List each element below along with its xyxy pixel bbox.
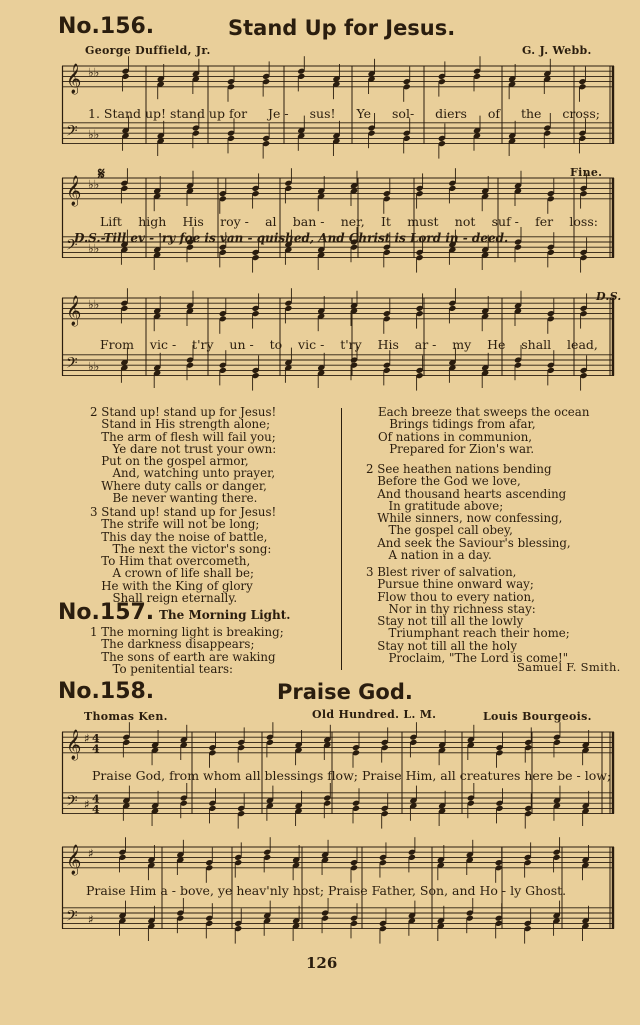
svg-text:𝄞: 𝄞: [66, 295, 82, 326]
hymn-157-verse-3: 3 Blest river of salvation, Pursue thine onward way; Flow thou to every nation, Nor in thy richness stay: Stay not till all the lowly Triumphant reach their home; Stay not till all the holy Proclaim, "The Lord is come!": [366, 565, 570, 666]
svg-text:♭♭: ♭♭: [88, 297, 100, 312]
lyric-line-156-2: [100, 214, 598, 229]
svg-text:𝄢: 𝄢: [66, 792, 78, 814]
lyric-syllable: ar -: [414, 337, 437, 352]
lyric-syllable: ban -: [292, 214, 325, 229]
lyric-line-156-2-ds: D.S.-Till ev - 'ry foe is van - quished, And Christ is Lord in - deed.: [74, 231, 509, 245]
lyric-syllable: lead,: [567, 337, 598, 352]
lyric-syllable: suf -: [491, 214, 519, 229]
lyric-syllable: of: [487, 106, 501, 121]
lyric-syllable: my: [452, 337, 472, 352]
svg-text:♭♭: ♭♭: [88, 241, 100, 256]
lyric-syllable: roy -: [220, 214, 249, 229]
lyric-syllable: high: [138, 214, 167, 229]
lyric-line-156-1: [88, 106, 600, 121]
ds-mark: D.S.: [596, 290, 622, 303]
hymn-156-verse-3: 3 Stand up! stand up for Jesus! The strife will not be long; This day the noise of battle, The next the victor's song: To Him that overcometh, A crown of life shall be; He with the King of glory Shall reign eternally.: [90, 505, 277, 606]
lyric-syllable: fer: [535, 214, 554, 229]
svg-text:𝄢: 𝄢: [66, 236, 78, 258]
lyric-syllable: t'ry: [192, 337, 214, 352]
lyric-line-158-1: Praise God, from whom all blessings flow; Praise Him, all creatures here be - low;: [92, 768, 612, 783]
lyric-syllable: 1. Stand up! stand up for: [88, 106, 248, 121]
lyric-syllable: al: [265, 214, 277, 229]
svg-text:4: 4: [92, 731, 100, 745]
svg-text:4: 4: [92, 742, 100, 756]
hymn-156-composer: G. J. Webb.: [522, 44, 592, 57]
hymn-156-title: Stand Up for Jesus.: [228, 16, 456, 40]
lyric-syllable: It: [380, 214, 391, 229]
segno-sign: 𝄋: [98, 164, 105, 183]
svg-text:𝄢: 𝄢: [66, 122, 78, 144]
svg-text:♯: ♯: [84, 731, 90, 746]
lyric-line-158-2: Praise Him a - bove, ye heav'nly host; Praise Father, Son, and Ho - ly Ghost.: [86, 883, 567, 898]
fine-mark: Fine.: [570, 166, 603, 179]
hymn-157-number: No.157.: [58, 600, 155, 625]
music-system-4: [62, 730, 614, 838]
lyric-syllable: loss:: [569, 214, 598, 229]
lyric-line-156-3: [100, 337, 598, 352]
svg-text:𝄞: 𝄞: [66, 844, 82, 875]
hymn-158-author: Thomas Ken.: [84, 710, 168, 723]
hymn-158-title: Praise God.: [277, 680, 413, 704]
svg-text:♯: ♯: [88, 912, 94, 927]
lyric-syllable: diers: [435, 106, 467, 121]
svg-text:4: 4: [92, 803, 100, 817]
lyric-syllable: cross;: [562, 106, 600, 121]
lyric-syllable: shall: [521, 337, 552, 352]
hymn-157-verse-1-cont: Each breeze that sweeps the ocean Brings tidings from afar, Of nations in communion, Prepared for Zion's war.: [378, 405, 590, 456]
lyric-syllable: the: [520, 106, 542, 121]
column-divider: [341, 408, 342, 670]
lyric-syllable: His: [182, 214, 204, 229]
lyric-syllable: sus!: [309, 106, 336, 121]
hymn-156-verse-2: 2 Stand up! stand up for Jesus! Stand in His strength alone; The arm of flesh will fail you; Ye dare not trust your own: Put on the gospel armor, And, watching unto prayer, Where duty calls or danger, Be never wanting there.: [90, 405, 277, 506]
lyric-syllable: must: [407, 214, 439, 229]
hymn-157-author: Samuel F. Smith.: [517, 660, 621, 674]
svg-text:♭♭: ♭♭: [88, 359, 100, 374]
lyric-syllable: He: [487, 337, 506, 352]
hymn-157-verse-2: 2 See heathen nations bending Before the God we love, And thousand hearts ascending In gratitude above; While sinners, now confessing, The gospel call obey, And seek the Saviour's blessing, A nation in a day.: [366, 462, 571, 563]
hymn-158-number: No.158.: [58, 679, 155, 704]
svg-text:♭♭: ♭♭: [88, 177, 100, 192]
svg-text:♯: ♯: [84, 797, 90, 812]
hymn-157-title: The Morning Light.: [159, 608, 291, 622]
page-number: 126: [306, 954, 338, 972]
hymn-158-tune: Old Hundred. L. M.: [312, 708, 437, 721]
svg-text:𝄞: 𝄞: [66, 63, 82, 94]
hymn-158-composer: Louis Bourgeois.: [483, 710, 592, 723]
lyric-syllable: un -: [229, 337, 254, 352]
lyric-syllable: Lift: [100, 214, 122, 229]
lyric-syllable: vic -: [298, 337, 325, 352]
svg-text:𝄢: 𝄢: [66, 907, 78, 929]
lyric-syllable: vic -: [149, 337, 177, 352]
music-system-5: [62, 845, 614, 953]
svg-text:♭♭: ♭♭: [88, 65, 100, 80]
lyric-syllable: t'ry: [340, 337, 362, 352]
svg-text:4: 4: [92, 792, 100, 806]
lyric-syllable: His: [377, 337, 399, 352]
hymn-156-author: George Duffield, Jr.: [85, 44, 211, 57]
svg-text:𝄞: 𝄞: [66, 729, 82, 760]
hymn-157-verse-1: 1 The morning light is breaking; The darkness disappears; The sons of earth are waking To penitential tears:: [90, 625, 284, 676]
svg-text:𝄢: 𝄢: [66, 354, 78, 376]
lyric-syllable: sol-: [392, 106, 415, 121]
lyric-syllable: ner,: [340, 214, 365, 229]
hymn-156-number: No.156.: [58, 14, 155, 39]
lyric-syllable: not: [454, 214, 476, 229]
lyric-syllable: Je -: [268, 106, 289, 121]
lyric-syllable: to: [269, 337, 283, 352]
svg-text:𝄞: 𝄞: [66, 175, 82, 206]
lyric-syllable: From: [100, 337, 135, 352]
svg-text:♯: ♯: [88, 846, 94, 861]
lyric-syllable: Ye: [356, 106, 372, 121]
svg-text:♭♭: ♭♭: [88, 127, 100, 142]
